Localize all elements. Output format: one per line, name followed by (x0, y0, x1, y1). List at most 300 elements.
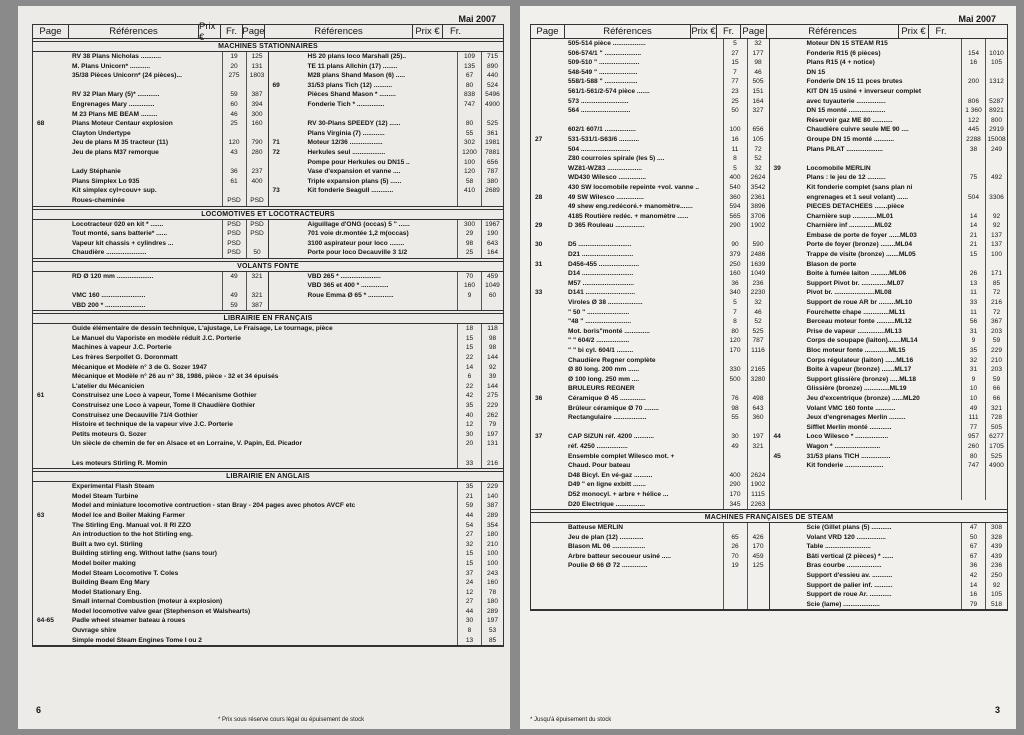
row-price-euro: 135 (457, 62, 481, 72)
row-price-franc: 160 (246, 119, 268, 129)
row-price-euro (222, 158, 246, 168)
table-row (770, 490, 1008, 500)
row-page (269, 129, 305, 139)
row-page (531, 523, 565, 533)
row-page (531, 423, 565, 433)
row-page (33, 401, 69, 411)
row-price-franc: 1116 (747, 346, 769, 356)
row-page (770, 231, 804, 241)
row-price-franc: 800 (985, 116, 1007, 126)
row-price-euro: 29 (457, 229, 481, 239)
row-reference (804, 154, 962, 164)
row-page (33, 372, 69, 382)
row-page (33, 138, 69, 148)
row-page (531, 87, 565, 97)
row-page (33, 607, 69, 617)
row-price-euro: 747 (457, 100, 481, 110)
table-row (770, 308, 1008, 318)
row-page (531, 581, 565, 591)
row-reference: Lady Stéphanie (72, 168, 121, 176)
table-row (33, 372, 503, 382)
row-price-euro (961, 480, 985, 490)
table-row (531, 39, 769, 49)
row-price-euro: PSD (222, 196, 246, 206)
row-price-euro (723, 523, 747, 533)
row-page (269, 177, 305, 187)
row-price-euro (457, 301, 481, 311)
row-price-franc: 289 (481, 607, 503, 617)
row-price-euro: 13 (457, 636, 481, 646)
header-cell: Page (33, 25, 69, 38)
row-reference: Table ......................... (806, 543, 871, 551)
row-page (269, 100, 305, 110)
row-page (531, 125, 565, 135)
row-price-euro: 25 (457, 248, 481, 258)
table-row (770, 442, 1008, 452)
row-reference: VBD 365 et 400 * ............... (307, 282, 389, 290)
row-reference: Les moteurs Stirling R. Momin (72, 459, 168, 467)
row-price-franc: 2689 (481, 186, 503, 196)
table-row (531, 452, 769, 462)
catalog-table (32, 20, 504, 647)
row-page (531, 68, 565, 78)
table-row (531, 164, 769, 174)
row-page (770, 145, 804, 155)
table-row (531, 356, 769, 366)
table-row (33, 71, 268, 81)
column (269, 272, 504, 310)
row-reference: avec tuyauterie ................ (806, 97, 886, 105)
row-price-franc: 354 (481, 521, 503, 531)
row-reference: TE 11 plans Allchin (17) ........ (307, 62, 398, 70)
row-price-franc: 137 (985, 240, 1007, 250)
row-reference: Building stirling eng. Without lathe (sans tour) (72, 550, 217, 558)
row-price-franc: 280 (246, 148, 268, 158)
row-price-franc: 439 (985, 542, 1007, 552)
row-reference: Triple expansion plans (5) ...... (307, 177, 402, 185)
row-page (770, 317, 804, 327)
row-page (33, 110, 69, 120)
table-header (531, 25, 1007, 39)
row-page (770, 542, 804, 552)
table-row (269, 177, 504, 187)
row-price-euro (723, 231, 747, 241)
row-page (531, 106, 565, 116)
row-price-euro: 109 (457, 52, 481, 62)
row-price-euro: 15 (457, 334, 481, 344)
row-price-franc: 3306 (985, 193, 1007, 203)
row-price-franc: 59 (985, 336, 1007, 346)
table-row (33, 391, 503, 401)
table-row (531, 298, 769, 308)
row-price-franc: 216 (481, 459, 503, 469)
row-price-euro: 30 (457, 616, 481, 626)
row-page (33, 196, 69, 206)
table-row (33, 530, 503, 540)
row-page (770, 58, 804, 68)
row-price-franc: 144 (481, 353, 503, 363)
row-reference: 31/53 plans TICH ................ (806, 452, 891, 460)
row-page: 27 (535, 135, 543, 143)
row-page (770, 375, 804, 385)
table-row (531, 106, 769, 116)
row-price-euro: 260 (961, 442, 985, 452)
row-page (770, 581, 804, 591)
table-row (33, 549, 503, 559)
row-page (33, 588, 69, 598)
row-page (33, 248, 69, 258)
row-page: 68 (37, 120, 45, 128)
row-price-euro: 120 (723, 336, 747, 346)
row-reference: Model locomotive valve gear (Stephenson et Walshearts) (72, 607, 251, 615)
table-row (33, 578, 503, 588)
section-title: MACHINES STATIONNAIRES (33, 41, 503, 52)
table-row (33, 363, 503, 373)
table-row (770, 125, 1008, 135)
row-reference: Trappe de visite (bronze) .......ML05 (806, 251, 916, 259)
table-row (531, 288, 769, 298)
row-reference: Bâti vertical (2 pièces) * ...... (806, 552, 894, 560)
table-row (269, 272, 504, 282)
row-reference: D49 " en ligne exbitt ....... (568, 481, 646, 489)
row-price-euro: 13 (961, 279, 985, 289)
page-date: Mai 2007 (458, 14, 496, 24)
row-page (269, 119, 305, 129)
page-number: 6 (36, 705, 42, 715)
row-price-franc: 92 (985, 221, 1007, 231)
table-row (770, 432, 1008, 442)
row-reference: HS 20 plans loco Marshall (25).. (307, 53, 407, 60)
row-price-euro: PSD (222, 239, 246, 249)
table-row (770, 600, 1008, 610)
table-row (531, 375, 769, 385)
row-price-euro: 15 (457, 549, 481, 559)
row-price-franc (985, 183, 1007, 193)
row-page (770, 327, 804, 337)
row-page (33, 81, 69, 91)
row-price-franc: 367 (985, 317, 1007, 327)
row-reference (305, 196, 458, 206)
table-row (770, 135, 1008, 145)
row-price-franc: 236 (747, 279, 769, 289)
table-row (33, 281, 268, 291)
row-reference: Wagon * ......................... (806, 442, 881, 450)
row-price-euro: 59 (222, 90, 246, 100)
section-block (33, 482, 503, 646)
row-price-euro: 345 (723, 500, 747, 510)
table-row (33, 430, 503, 440)
row-price-franc: 7881 (481, 148, 503, 158)
table-row (770, 365, 1008, 375)
row-reference (69, 449, 457, 459)
row-price-franc: 105 (747, 135, 769, 145)
row-price-euro: 20 (457, 439, 481, 449)
row-page (33, 281, 69, 291)
row-price-euro: 76 (723, 394, 747, 404)
table-row (269, 129, 504, 139)
table-row (531, 542, 769, 552)
row-price-franc (985, 202, 1007, 212)
row-reference: Volant VMC 160 fonte ........... (806, 404, 896, 412)
row-page (770, 116, 804, 126)
row-page (531, 490, 565, 500)
row-reference: DN 15 (806, 68, 826, 76)
row-reference: "48 " ......................... (568, 318, 632, 326)
row-price-euro: 9 (961, 375, 985, 385)
row-price-euro (961, 87, 985, 97)
row-page (531, 173, 565, 183)
row-reference: Aiguillage d'ONG (occas) 5 " ...... (307, 220, 410, 228)
table-row (770, 581, 1008, 591)
row-reference (565, 231, 723, 241)
header-cell: Fr. (717, 25, 741, 38)
row-reference: Scie (Gillet plans (5) ........... (806, 524, 892, 532)
table-row (770, 193, 1008, 203)
table-row (269, 158, 504, 168)
header-cell: Fr. (935, 26, 947, 37)
table-row (531, 183, 769, 193)
row-reference: 701 voie dr.montée 1,2 m(occas) (307, 230, 409, 238)
table-row (531, 442, 769, 452)
row-price-euro: 19 (723, 561, 747, 571)
table-row (531, 404, 769, 414)
row-reference: D52 monocyl. + arbre + hélice ... (568, 490, 669, 498)
row-price-franc: 321 (985, 404, 1007, 414)
row-reference: Mécanique et Modèle n° 3 de G. Sozer 1947 (72, 363, 207, 371)
row-price-franc: 203 (985, 365, 1007, 375)
row-price-franc: 85 (985, 279, 1007, 289)
row-price-franc (747, 581, 769, 591)
row-reference: Ouvrage shire (72, 627, 117, 635)
row-page (770, 49, 804, 59)
row-price-euro (961, 39, 985, 49)
row-price-franc: 321 (246, 291, 268, 301)
row-reference: Construisez une Decauville 71/4 Gothier (72, 411, 198, 419)
row-page (33, 482, 69, 492)
row-price-franc (985, 39, 1007, 49)
row-reference: Support glissière (bronze) .....ML18 (806, 375, 917, 383)
table-row (531, 413, 769, 423)
row-page (269, 220, 305, 230)
row-reference: 561/1-561/2-574 pièce ....... (568, 87, 650, 95)
row-page (770, 240, 804, 250)
row-reference: RD Ø 120 mm .................... (72, 272, 154, 280)
row-reference: 49 shew eng.redécoré.+ manomètre....... (568, 203, 693, 211)
row-page (531, 308, 565, 318)
row-price-franc (747, 523, 769, 533)
row-reference: Ensemble complet Wilesco mot. + (568, 452, 675, 460)
row-price-franc: 98 (481, 334, 503, 344)
row-reference: Scie (lame) .................... (806, 600, 880, 608)
table-row (770, 221, 1008, 231)
table-row (33, 239, 268, 249)
table-row (770, 173, 1008, 183)
row-page (531, 552, 565, 562)
row-page (33, 90, 69, 100)
table-row (33, 301, 268, 311)
row-reference: Herkules seul .................. (307, 148, 386, 156)
row-reference: Building Beam Eng Mary (72, 579, 150, 587)
row-reference: Moteur DN 15 STEAM R15 (806, 40, 888, 47)
row-price-franc: 1115 (747, 490, 769, 500)
row-reference: Volant VRD 120 ................ (806, 533, 886, 541)
row-price-franc: 2361 (747, 193, 769, 203)
row-price-euro: 47 (961, 523, 985, 533)
row-price-euro: 111 (961, 413, 985, 423)
row-price-euro: 35 (457, 482, 481, 492)
row-reference: Model Stationary Eng. (72, 588, 142, 596)
row-page (531, 480, 565, 490)
row-price-euro (222, 281, 246, 291)
row-page (33, 186, 69, 196)
table-row (770, 231, 1008, 241)
row-page (770, 250, 804, 260)
row-page (33, 239, 69, 249)
table-row (770, 154, 1008, 164)
table-row (770, 461, 1008, 471)
row-price-franc: 32 (747, 298, 769, 308)
row-page (33, 492, 69, 502)
row-price-franc: 171 (985, 269, 1007, 279)
row-price-euro: 58 (457, 177, 481, 187)
row-reference: Embase de porte de foyer ......ML03 (806, 231, 917, 239)
row-price-euro (723, 452, 747, 462)
table-row (33, 110, 268, 120)
row-page (531, 164, 565, 174)
row-price-euro: 22 (457, 353, 481, 363)
column (33, 52, 269, 206)
row-price-franc (246, 129, 268, 139)
row-price-franc: 100 (985, 250, 1007, 260)
row-price-franc: 275 (481, 391, 503, 401)
row-reference: Un siècle de chemin de fer en Alsace et en Lorraine, V. Papin, Ed. Picador (72, 440, 303, 448)
table-row (531, 154, 769, 164)
row-price-franc: 2486 (747, 250, 769, 260)
row-price-franc: 131 (481, 439, 503, 449)
row-page (770, 279, 804, 289)
row-price-franc: 137 (985, 231, 1007, 241)
table-row (531, 423, 769, 433)
row-page (531, 533, 565, 543)
row-price-euro: 19 (222, 52, 246, 62)
row-price-franc: 164 (747, 97, 769, 107)
row-page (770, 202, 804, 212)
row-page (33, 71, 69, 81)
column (269, 52, 504, 206)
row-reference: 509-510 " ...................... (568, 59, 640, 67)
row-price-franc: 46 (747, 308, 769, 318)
row-price-euro: 56 (961, 317, 985, 327)
row-price-franc: 525 (985, 452, 1007, 462)
row-page (531, 116, 565, 126)
row-page (770, 106, 804, 116)
row-price-euro: 21 (961, 231, 985, 241)
row-page (269, 272, 305, 282)
table-row (531, 269, 769, 279)
row-reference: D20 Electrique ................ (568, 500, 645, 508)
row-price-franc: 236 (985, 561, 1007, 571)
row-price-franc: 39 (481, 372, 503, 382)
row-page (531, 375, 565, 385)
row-price-euro: 26 (723, 542, 747, 552)
row-page (269, 301, 305, 311)
row-price-euro: 80 (457, 119, 481, 129)
table-row (269, 281, 504, 291)
row-page (770, 561, 804, 571)
row-page (770, 552, 804, 562)
row-reference: Plans Moteur Centaur explosion (72, 120, 173, 128)
row-reference: Céramique Ø 45 .............. (568, 394, 646, 402)
row-price-euro: 49 (222, 272, 246, 282)
row-page (531, 590, 565, 600)
row-price-euro (961, 154, 985, 164)
row-price-euro: 16 (723, 135, 747, 145)
column (33, 482, 503, 645)
table-row (33, 186, 268, 196)
row-reference: Model and miniature locomotive contruction - stan Bray - 204 pages avec photos AVCF etc (72, 502, 356, 510)
row-price-euro: 8 (723, 317, 747, 327)
row-price-franc: 1639 (747, 260, 769, 270)
row-reference: Pivot br. ......................ML08 (806, 289, 892, 297)
row-price-franc (246, 158, 268, 168)
row-page (33, 540, 69, 550)
row-page (33, 449, 69, 459)
row-price-euro (457, 110, 481, 120)
row-price-euro: 400 (723, 471, 747, 481)
row-price-euro (723, 116, 747, 126)
row-price-franc: 525 (747, 327, 769, 337)
row-price-euro: 21 (457, 492, 481, 502)
row-price-franc: 2624 (747, 471, 769, 481)
row-reference: Plans Virginia (7) ............ (307, 129, 385, 137)
table-row (269, 81, 504, 91)
row-price-euro: 44 (457, 511, 481, 521)
row-price-franc: 3706 (747, 212, 769, 222)
table-row (770, 480, 1008, 490)
row-page (531, 212, 565, 222)
row-page (770, 394, 804, 404)
row-price-euro (961, 260, 985, 270)
row-price-franc (246, 239, 268, 249)
row-reference: Padle wheel steamer bateau à roues (72, 617, 186, 625)
table-row (33, 501, 503, 511)
row-page (531, 452, 565, 462)
table-row (531, 97, 769, 107)
row-reference: D 365 Rouleau ................ (568, 222, 645, 230)
row-price-euro: 7 (723, 68, 747, 78)
row-price-euro: 67 (961, 552, 985, 562)
row-price-franc: 492 (985, 173, 1007, 183)
header-cell: Références (265, 25, 413, 38)
row-price-euro: 5 (723, 164, 747, 174)
row-price-euro: 80 (457, 81, 481, 91)
row-page (531, 250, 565, 260)
table-row (531, 202, 769, 212)
row-price-euro: 54 (457, 521, 481, 531)
row-price-euro: 80 (961, 452, 985, 462)
row-page (269, 281, 305, 291)
row-reference: Model Steam Locomotive T. Coles (72, 569, 179, 577)
row-reference: Jeu de plan (12) ............. (568, 533, 644, 541)
row-reference (804, 471, 962, 481)
row-page (33, 430, 69, 440)
row-reference: The Stirling Eng. Manual vol. II RI ZZO (72, 521, 192, 529)
row-reference: Z80 courroies spirale (les 5) .... (568, 155, 665, 163)
table-row (33, 626, 503, 636)
row-reference: Corps de soupape (laiton).......ML14 (806, 337, 918, 345)
row-price-euro: 15 (457, 343, 481, 353)
table-row (33, 167, 268, 177)
